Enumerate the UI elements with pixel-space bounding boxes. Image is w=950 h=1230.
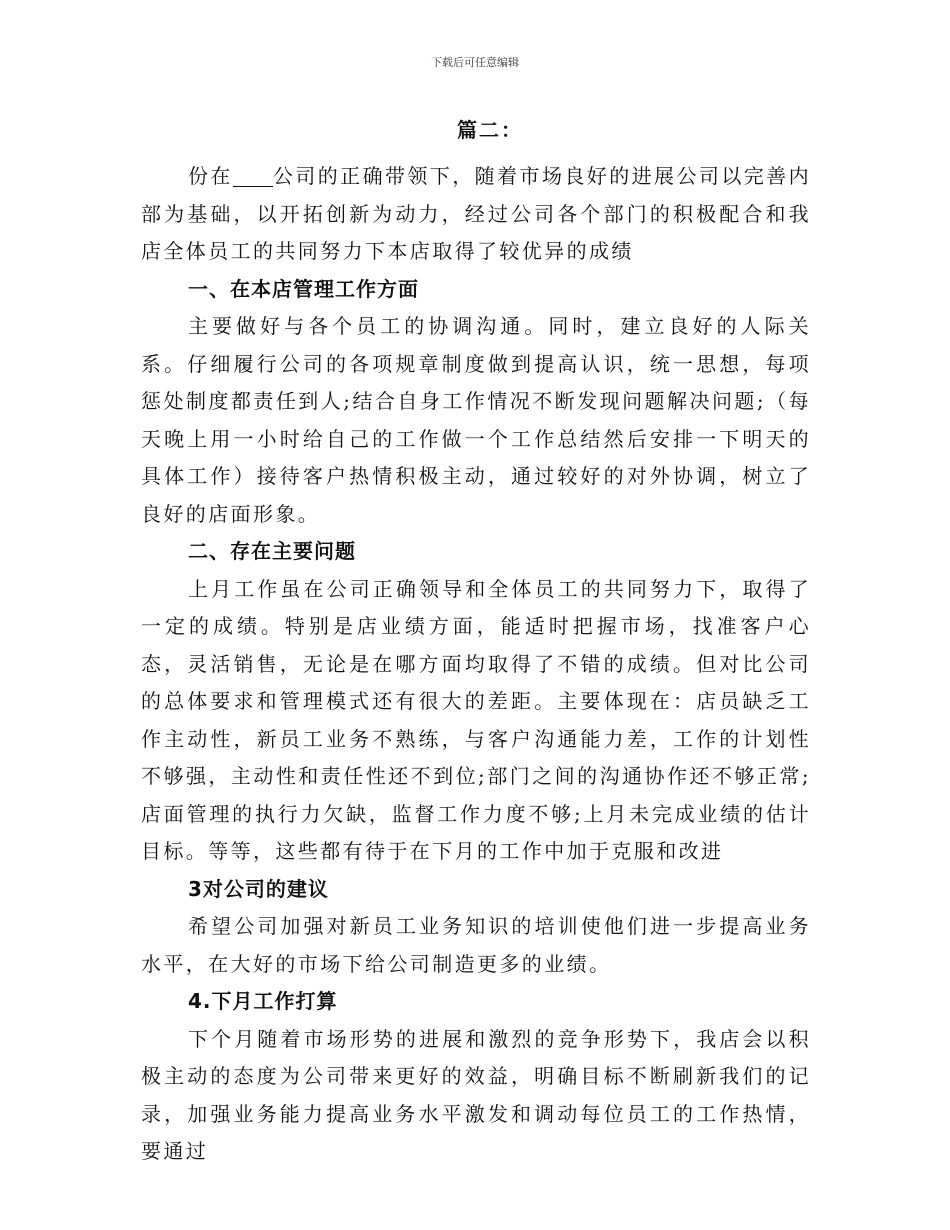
section-body-management: 主要做好与各个员工的协调沟通。同时，建立良好的人际关系。仔细履行公司的各项规章制度做到提高认识，统一思想，每项惩处制度都责任到人;结合自身工作情况不断发现问题解决问题;（每天晚上用一小时给自己的工作做一个工作总结然后安排一下明天的具体工作）接待客户热情积极主动，通过较好的对外协调，树立了良好的店面形象。 bbox=[141, 314, 811, 526]
intro-text-start: 份在 bbox=[188, 164, 233, 188]
intro-paragraph bbox=[141, 158, 811, 271]
header-note: 下载后可任意编辑 bbox=[431, 56, 519, 69]
section-body-problems: 上月工作虽在公司正确领导和全体员工的共同努力下，取得了一定的成绩。特别是店业绩方面，能适时把握市场，找准客户心态，灵活销售，无论是在哪方面均取得了不错的成绩。但对比公司的总体要求和管理模式还有很大的差距。主要体现在：店员缺乏工作主动性，新员工业务不熟练，与客户沟通能力差，工作的计划性不够强，主动性和责任性还不到位;部门之间的沟通协作还不够正常;店面管理的执行力欠缺，监督工作力度不够;上月未完成业绩的估计目标。等等，这些都有待于在下月的工作中加于克服和改进 bbox=[141, 576, 811, 863]
document-body bbox=[141, 158, 811, 1171]
section-heading-problems: 二、存在主要问题 bbox=[188, 539, 356, 563]
fill-in-blank bbox=[233, 166, 273, 187]
section-body-next-month-plan: 下个月随着市场形势的进展和激烈的竞争形势下，我店会以积极主动的态度为公司带来更好的效益，明确目标不断刷新我们的记录，加强业务能力提高业务水平激发和调动每位员工的工作热情，要通过 bbox=[141, 1026, 811, 1163]
intro-text-end: 公司的正确带领下，随着市场良好的进展公司以完善内部为基础，以开拓创新为动力，经过公司各个部门的积极配合和我店全体员工的共同努力下本店取得了较优异的成绩 bbox=[141, 164, 811, 263]
section-heading-next-month-plan: 4.下月工作打算 bbox=[188, 989, 338, 1013]
document-title: 篇二： bbox=[457, 118, 523, 142]
section-body-suggestions: 希望公司加强对新员工业务知识的培训使他们进一步提高业务水平，在大好的市场下给公司制造更多的业绩。 bbox=[141, 914, 811, 976]
section-heading-management: 一、在本店管理工作方面 bbox=[188, 276, 419, 301]
section-heading-suggestions: 3对公司的建议 bbox=[188, 876, 329, 901]
